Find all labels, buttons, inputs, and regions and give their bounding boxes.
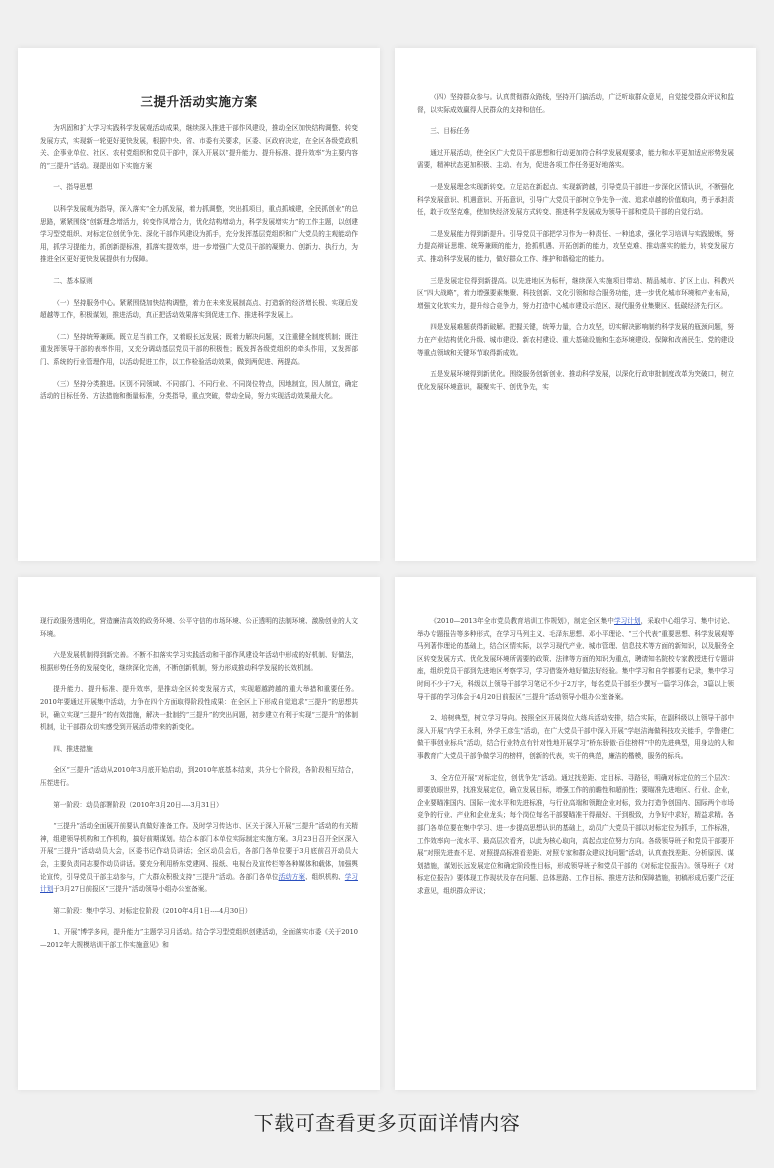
stage-1-heading: 第一阶段：动员部署阶段（2010年3月20日----3月31日） <box>53 800 223 809</box>
stage-2-item-2: 2、培树典型，树立学习导向。按照全区开展岗位大练兵活动安排，结合实际，在副科级以上领导干部中深入开展“内学王永利，外学王彦生”活动，在广大党员干部中深入开展“学赵洁海做科技攻关能手，学鲁建仁做干事创业标兵”活动，结合行业特点有针对性地开展学习“桥东骄傲·百佳榜样”中的先进典型，用身边的人和事教育广大党员干部争做学习的榜样，创新的代表，实干的典范，廉洁的楷模，服务的标兵。 <box>417 714 734 760</box>
activity-plan-link[interactable]: 活动方案 <box>278 872 306 881</box>
stage-1-text-a: “三提升”活动全面展开前要认真做好准备工作。及时学习传达市、区关于深入开展“三提升”活动的有关精神，组建领导机构和工作机构，搞好前期谋划。结合本部门本单位实际制定实施方案。3月23日召开全区深入开展“三提升”活动动员大会，区委书记作动员讲话；全区动员会后，各部门各单位要于3月底前召开动员大会，主要负责同志要作动员讲话。要充分利用桥东党建网、报纸、电视台及宣传栏等各种媒体和载体，加强舆论宣传，引导党员干部主动参与，广大群众积极支持“三提升”活动。各部门各单位 <box>40 822 358 881</box>
section-heading-guiding-ideology: 一、指导思想 <box>53 183 93 192</box>
goals-paragraph: 通过开展活动，使全区广大党员干部思想和行动更加符合科学发展观要求，能力和水平更加适应形势发展需要，精神状态更加积极、主动、有为，促进各项工作任务更好地落实。 <box>417 148 734 170</box>
goal-item-3: 三是发展定位得到新提高。以先进地区为标杆，继续深入实施项目带动、精品城市、扩区上山、科教兴区“四大战略”，着力增强要素集聚、科技创新、文化引领和综合服务功能，进一步优化城市环境和产业布局，增强文化软实力，提升综合竞争力，努力打造中心城市建设示范区、现代服务业集聚区、低碳经济先行区。 <box>417 276 734 310</box>
principle-paragraph-2: （二）坚持统筹兼顾。既立足当前工作，又着眼长远发展；既着力解决问题，又注重健全制度机制；既注重发挥领导干部的表率作用，又充分调动基层党员干部的积极性；既发挥各级党组织的牵头作用，又发挥部门、系统的行业管理作用，以活动促进工作，以工作检验活动效果，做到两促进、两提高。 <box>40 332 358 366</box>
stage-2-item-1-continued <box>417 615 734 703</box>
stage-1-text-c: 于3月27日前报区“三提升”活动领导小组办公室备案。 <box>53 885 211 894</box>
measures-intro-paragraph: 全区“三提升”活动从2010年3月底开始启动，到2010年底基本结束，共分七个阶段，各阶段相互结合，压茬进行。 <box>40 766 358 787</box>
study-plan-link-2[interactable]: 学习计划 <box>613 617 641 625</box>
goal-item-5-continued: 现行政服务透明化，营造廉洁高效的政务环境、公平守信的市场环境、公正透明的法制环境、激励创业的人文环境。 <box>40 617 358 638</box>
stage-1-text-b: 、组织机构、 <box>305 872 345 881</box>
document-page-2 <box>395 48 756 561</box>
stage-2-text-a: 《2010—2013年全市党员教育培训工作规划》，制定全区集中 <box>430 617 614 625</box>
section-heading-basic-principles: 二、基本原则 <box>53 276 93 285</box>
guiding-ideology-paragraph: 以科学发展观为指导，深入落实“全力抓发展，着力抓调整，突出抓项目，重点抓城建，全民抓创业”的总思路，紧紧围绕“创新理念增活力，转变作风增合力，优化结构增动力，科学发展增实力”的工作主题，以创建学习型党组织、对标定位创优争先、深化干部作风建设为抓手，充分发挥基层党组织和广大党员的主观能动作用，抓学习提能力，抓创新提标准，抓落实提效率，进一步增强广大党员干部的凝聚力、创新力、执行力，为推进全区更好更快发展提供有力保障。 <box>40 204 358 264</box>
stage-2-item-1: 1、开展“博学多问，提升能力”主题学习月活动。结合学习型党组织创建活动，全面落实市委《关于2010—2012年大规模培训干部工作实施意见》和 <box>40 928 358 949</box>
document-page-1 <box>18 48 380 561</box>
stage-2-item-3: 3、全方位开展“对标定位，创优争先”活动。通过找差距、定目标、寻路径，明确对标定位的三个层次：即要放眼世界，找准发展定位，确立发展目标，增强工作的前瞻性和超前性；要瞄准先进地区、行业、企业，企业要瞄准国内、国际一流水平和先进标准，与行业高端和领跑企业对标，致力打造争创国内、国际两个市场竞争的行业、产业和企业龙头；每个岗位每名干部要瞄准干得最好、干到极致，力争好中求好，精益求精。各部门各单位要在集中学习、进一步提高思想认识的基础上，动员广大党员干部以对标定位为抓手，工作标准，工作效率向一流水平、最高层次看齐，以此为核心取向，高起点定位努力方向。各级领导班子和党员干部要开展“对照先进查不足、对照提高标准看差距、对照专家和群众建议找问题”活动，认真查找差距、分析原因、谋划措施，谋划长远发展定位和确定阶段性目标，形成领导班子和党员干部的《对标定位报告》。领导班子《对标定位报告》要体现工作现状及存在问题、总体思路、工作目标、推进方法和保障措施，初稿形成后要广泛征求意见，组织群众评议； <box>417 773 734 895</box>
stage-2-heading: 第二阶段：集中学习、对标定位阶段（2010年4月1日----4月30日） <box>53 906 252 915</box>
document-page-3 <box>18 577 380 1090</box>
download-more-prompt[interactable]: 下载可查看更多页面详情内容 <box>253 1111 521 1135</box>
principle-paragraph-3: （三）坚持分类推进。区别不同领域、不同部门、不同行业、不同岗位特点，因地制宜，因人制宜，确定活动的目标任务、方法措施和衡量标准，分类指导，重点突破，带动全局，努力实现活动效果最大化。 <box>40 379 358 401</box>
intro-paragraph: 为巩固和扩大学习实践科学发展观活动成果，继续深入推进干部作风建设，推动全区加快结构调整、转变发展方式，实现新一轮更好更快发展，根据中央、省、市委有关要求，区委、区政府决定，在全区各级党政机关、企事业单位、社区、农村党组织和党员干部中，深入开展以“提升能力、提升标准、提升效率”为主要内容的“三提升”活动。现提出如下实施方案 <box>40 124 358 170</box>
goal-item-1: 一是发展理念实现新转变。立足站在新起点、实现新跨越，引导党员干部进一步深化区情认识，不断强化科学发展意识、机遇意识、开拓意识，引导广大党员干部树立争先争一流、追求卓越的价值取向，勇于承担责任，敢于攻坚克难，使加快经济发展方式转变、推进科学发展成为领导干部和党员干部的自觉行动。 <box>417 182 734 217</box>
principle-paragraph-1: （一）坚持服务中心。紧紧围绕加快结构调整，着力在未来发展制高点、打造新的经济增长极、实现后发超越等工作，积极谋划，推进活动，真正把活动效果落实到促进工作、推进科学发展上。 <box>40 298 358 320</box>
goal-item-6: 六是发展机制得到新完善。不断不扣落实学习实践活动和干部作风建设年活动中形成的好机制、好做法，根据形势任务的发展变化，继续深化完善，不断创新机制，努力形成推动科学发展的长效机制。 <box>40 651 358 672</box>
goal-item-5: 五是发展环境得到新优化。围绕服务创新创业、推动科学发展，以深化行政审批制度改革为突破口，树立优化发展环境意识，凝聚实干、创优争先，实 <box>417 370 734 391</box>
section-heading-goals: 三、目标任务 <box>430 127 470 136</box>
stage-1-paragraph <box>40 820 358 896</box>
study-plan-link[interactable]: 学习计划 <box>40 872 359 894</box>
document-page-4 <box>395 577 756 1090</box>
document-title: 三提升活动实施方案 <box>140 94 258 109</box>
goal-item-4: 四是发展难题获得新破解。把握关键，统筹力量，合力攻坚，切实解决影响制约科学发展的瓶颈问题，努力在产业结构优化升级、城市建设、新农村建设、重大基础设施和生态环境建设、保障和改善民生、党的建设等重点领域和关键环节取得新成效。 <box>417 323 734 357</box>
section-heading-measures: 四、推进措施 <box>53 744 93 753</box>
goal-item-2: 二是发展能力得到新提升。引导党员干部把学习作为一种责任、一种追求，强化学习培训与实践锻炼，努力提高辩证思维、统筹兼顾的能力，抢抓机遇、开拓创新的能力，攻坚克难、推动落实的能力，转变发展方式、推动科学发展的能力，做好群众工作、维护和谐稳定的能力。 <box>417 229 734 263</box>
principle-paragraph-4: （四）坚持群众参与。认真贯彻群众路线，坚持开门搞活动，广泛听取群众意见，自觉接受群众评议和监督，以实际成效赢得人民群众的支持和信任。 <box>417 93 734 114</box>
stage-2-text-b: ，采取中心组学习、集中讨论、举办专题报告等多种形式，在学习马列主义、毛泽东思想、邓小平理论、“三个代表”重要思想、科学发展观等马列著作理论的基础上，结合区情实际，以学习现代产业、城市管理、信息技术等方面的新知识，以及服务全区转变发展方式、优化发展环境所需要的政策、法律等方面的知识为重点，聘请知名院校专家教授进行专题讲座，组织党员干部到先进地区考察学习，学习借鉴外地好做法好经验。集中学习和自学都要有记录，集中学习时间不少于7天，科级以上领导干部学习笔记不少于2万字，每名党员干部至少撰写一篇学习体会，3篇以上领导干部的学习体会于4月20日前报区“三提升”活动领导小组办公室备案。 <box>417 617 735 701</box>
goals-summary-paragraph: 提升能力、提升标准、提升效率，是推动全区转变发展方式，实现超越跨越的重大举措和重要任务。2010年要通过开展集中活动，力争在四个方面取得阶段性成果：在全区上下形成自觉追求“三提升”的思想共识，确立实现“三提升”的有效措施，解决一批制约“三提升”的突出问题，初步建立有利于实现“三提升”的体制机制，让干部群众切实感受到开展活动带来的新变化。 <box>40 685 358 732</box>
